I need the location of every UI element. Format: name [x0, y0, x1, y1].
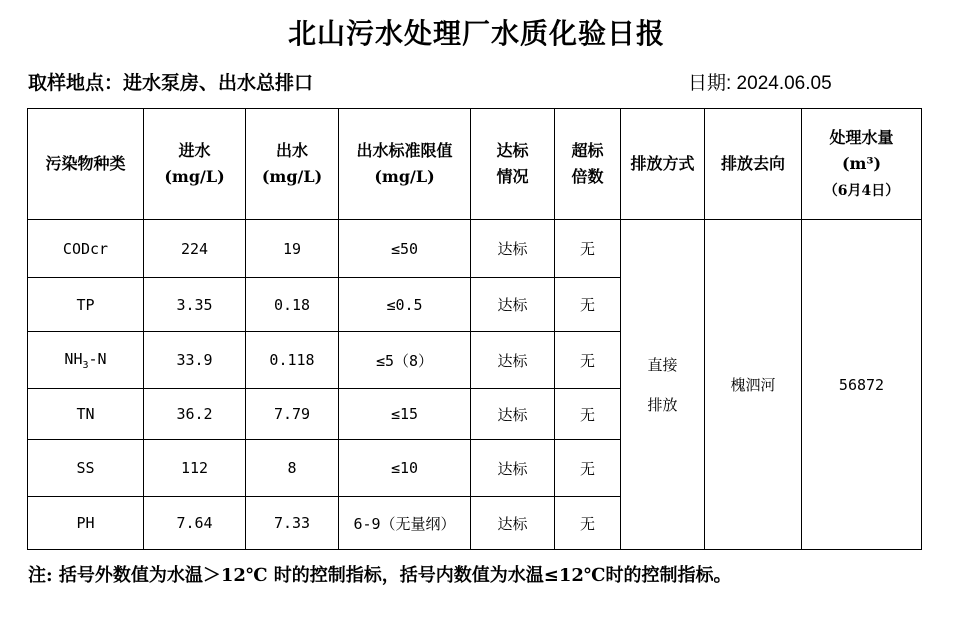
sampling-location: 取样地点：进水泵房、出水总排口: [28, 72, 314, 94]
inflow-cell: 112: [144, 440, 246, 497]
table-row: [28, 220, 922, 278]
limit-cell: ≤10: [339, 440, 471, 497]
header-row: [28, 109, 922, 220]
inflow-cell: 36.2: [144, 389, 246, 440]
pollutant-cell: TN: [28, 389, 144, 440]
discharge-method-cell: 直接 排放: [621, 220, 705, 550]
status-cell: 达标: [471, 332, 555, 389]
water-quality-table: [27, 108, 922, 550]
header-limit: 出水标准限值 (mg/L): [339, 109, 471, 220]
pollutant-cell: CODcr: [28, 220, 144, 278]
footnote: 注: 括号外数值为水温＞12℃ 时的控制指标，括号内数值为水温≤12℃时的控制指标。: [28, 565, 732, 586]
pollutant-cell: SS: [28, 440, 144, 497]
header-outflow: 出水 (mg/L): [246, 109, 339, 220]
exceed-cell: 无: [555, 332, 621, 389]
limit-cell: ≤15: [339, 389, 471, 440]
volume-cell: 56872: [802, 220, 922, 550]
status-cell: 达标: [471, 389, 555, 440]
outflow-cell: 7.33: [246, 497, 339, 550]
limit-cell: ≤0.5: [339, 278, 471, 332]
inflow-cell: 3.35: [144, 278, 246, 332]
inflow-cell: 224: [144, 220, 246, 278]
report-date: 日期: 2024.06.05: [688, 73, 832, 94]
exceed-cell: 无: [555, 220, 621, 278]
outflow-cell: 7.79: [246, 389, 339, 440]
header-inflow: 进水 (mg/L): [144, 109, 246, 220]
exceed-cell: 无: [555, 497, 621, 550]
status-cell: 达标: [471, 278, 555, 332]
pollutant-cell: $NH_3-N$: [28, 332, 144, 389]
outflow-cell: 19: [246, 220, 339, 278]
exceed-cell: 无: [555, 389, 621, 440]
outflow-cell: 8: [246, 440, 339, 497]
exceed-cell: 无: [555, 440, 621, 497]
report-title: 北山污水处理厂水质化验日报: [287, 17, 665, 50]
header-discharge-method: 排放方式: [621, 109, 705, 220]
pollutant-cell: PH: [28, 497, 144, 550]
limit-cell: ≤50: [339, 220, 471, 278]
status-cell: 达标: [471, 220, 555, 278]
discharge-dest-cell: 槐泗河: [705, 220, 802, 550]
status-cell: 达标: [471, 440, 555, 497]
status-cell: 达标: [471, 497, 555, 550]
pollutant-cell: TP: [28, 278, 144, 332]
header-exceed: 超标 倍数: [555, 109, 621, 220]
outflow-cell: 0.118: [246, 332, 339, 389]
outflow-cell: 0.18: [246, 278, 339, 332]
inflow-cell: 7.64: [144, 497, 246, 550]
inflow-cell: 33.9: [144, 332, 246, 389]
header-discharge-dest: 排放去向: [705, 109, 802, 220]
limit-cell: ≤5（8）: [339, 332, 471, 389]
limit-cell: 6-9（无量纲）: [339, 497, 471, 550]
header-volume: 处理水量 (m³) （6月4日）: [802, 109, 922, 220]
header-compliance: 达标 情况: [471, 109, 555, 220]
header-pollutant: 污染物种类: [28, 109, 144, 220]
exceed-cell: 无: [555, 278, 621, 332]
